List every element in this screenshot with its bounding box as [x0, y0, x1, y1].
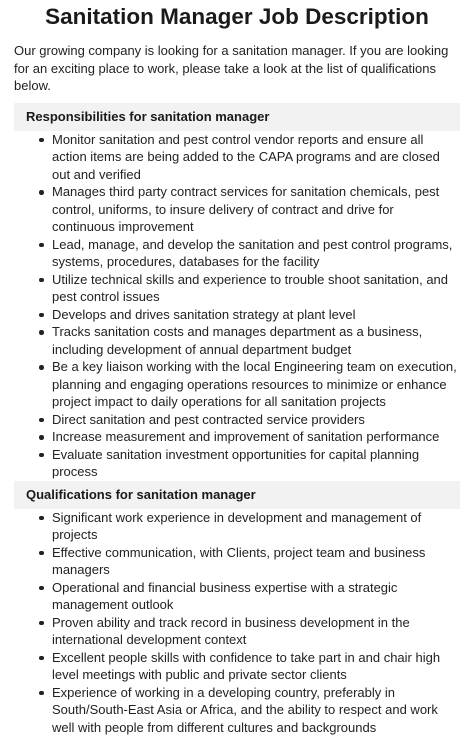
responsibilities-list — [14, 131, 460, 481]
qualifications-header: Qualifications for sanitation manager — [14, 481, 460, 509]
list-item: Experience of working in a developing country, preferably in South/South-East Asia or Africa, and the ability to respect and work well with people from different cultures and backgrounds — [39, 684, 460, 736]
list-item: Increase measurement and improvement of sanitation performance — [39, 428, 460, 446]
list-item: Evaluate sanitation investment opportunities for capital planning process — [39, 446, 460, 481]
list-item: Develops and drives sanitation strategy at plant level — [39, 306, 460, 324]
page-title: Sanitation Manager Job Description — [14, 0, 460, 30]
intro-paragraph: Our growing company is looking for a sanitation manager. If you are looking for an exciting place to work, please take a look at the list of qualifications below. — [14, 42, 460, 95]
list-item: Be a key liaison working with the local Engineering team on execution, planning and engaging operations resources to minimize or enhance project impact to daily operations for all sanitation projects — [39, 358, 460, 411]
list-item: Effective communication, with Clients, project team and business managers — [39, 544, 460, 579]
list-item: Direct sanitation and pest contracted service providers — [39, 411, 460, 429]
qualifications-list — [14, 509, 460, 736]
list-item: Manages third party contract services for sanitation chemicals, pest control, uniforms, to insure delivery of contract and drive for continuous improvement — [39, 183, 460, 236]
list-item: Monitor sanitation and pest control vendor reports and ensure all action items are being added to the CAPA programs and are closed out and verified — [39, 131, 460, 184]
list-item: Significant work experience in development and management of projects — [39, 509, 460, 544]
list-item: Operational and financial business expertise with a strategic management outlook — [39, 579, 460, 614]
list-item: Lead, manage, and develop the sanitation and pest control programs, systems, procedures, databases for the facility — [39, 236, 460, 271]
list-item: Utilize technical skills and experience to trouble shoot sanitation, and pest control issues — [39, 271, 460, 306]
list-item: Proven ability and track record in business development in the international development context — [39, 614, 460, 649]
list-item: Excellent people skills with confidence to take part in and chair high level meetings with public and private sector clients — [39, 649, 460, 684]
responsibilities-header: Responsibilities for sanitation manager — [14, 103, 460, 131]
list-item: Tracks sanitation costs and manages department as a business, including development of annual department budget — [39, 323, 460, 358]
